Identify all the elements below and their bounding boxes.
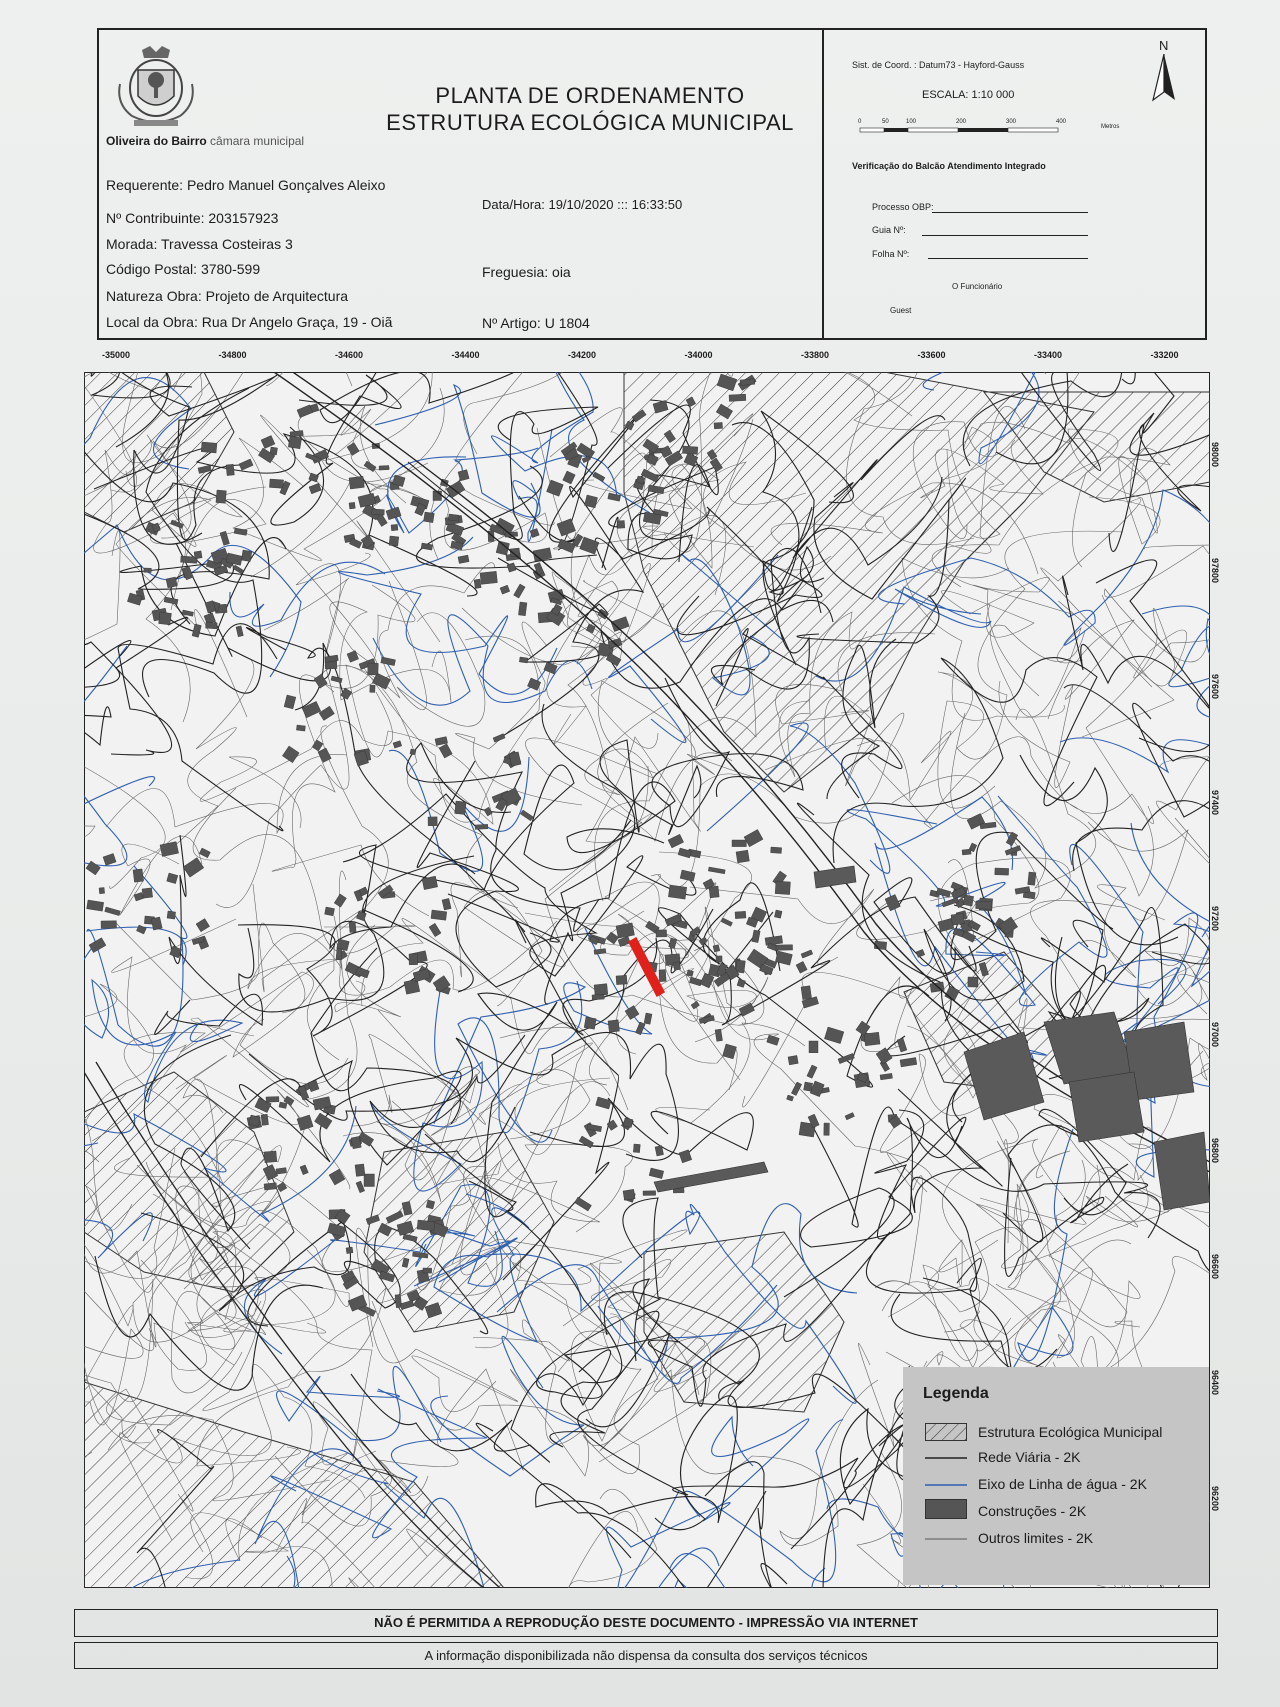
building-footprint — [269, 479, 283, 488]
x-tick-label: -34200 — [568, 350, 597, 360]
building-footprint — [656, 930, 667, 937]
morada-field: Morada: Travessa Costeiras 3 — [106, 236, 293, 252]
building-footprint — [349, 476, 364, 489]
building-footprint — [355, 1164, 365, 1176]
footer-disclaimer: A informação disponibilizada não dispensa da consulta dos serviços técnicos — [74, 1642, 1218, 1669]
building-footprint — [809, 1041, 818, 1053]
building-footprint — [249, 1115, 261, 1126]
building-footprint — [824, 1123, 830, 1135]
legend-swatch-limit — [925, 1536, 967, 1542]
local-obra-field: Local da Obra: Rua Dr Angelo Graça, 19 - Oiã — [106, 314, 393, 330]
scale-tick: 50 — [882, 119, 889, 125]
building-footprint — [995, 868, 1009, 875]
scale-label: ESCALA: 1:10 000 — [922, 89, 1015, 101]
building-footprint — [261, 1114, 269, 1125]
building-footprint — [633, 1144, 640, 1153]
building-footprint — [349, 502, 355, 509]
y-tick-label: 96400 — [1210, 1370, 1220, 1396]
building-footprint — [424, 512, 435, 523]
y-tick-label: 98000 — [1210, 442, 1220, 468]
building-footprint — [1028, 872, 1036, 885]
building-footprint — [519, 657, 528, 663]
building-footprint — [735, 911, 746, 918]
building-footprint — [201, 442, 217, 453]
funcionario-label: O Funcionário — [952, 282, 1003, 291]
building-footprint — [142, 888, 153, 898]
building-footprint — [336, 948, 342, 960]
building-footprint — [264, 1183, 277, 1190]
x-tick-label: -33200 — [1150, 350, 1179, 360]
building-footprint — [379, 465, 389, 470]
x-tick-label: -34800 — [218, 350, 247, 360]
municipality-name: Oliveira do Bairro câmara municipal — [106, 134, 305, 148]
x-tick-label: -35000 — [102, 350, 131, 360]
document-title — [360, 82, 820, 136]
title-line-2: ESTRUTURA ECOLÓGICA MUNICIPAL — [386, 110, 794, 135]
building-footprint — [351, 1136, 361, 1148]
legend-swatch-water — [925, 1482, 967, 1488]
x-tick-label: -34600 — [335, 350, 364, 360]
building-footprint — [325, 907, 335, 916]
legend-item-water: Eixo de Linha de água - 2K — [978, 1476, 1147, 1492]
building-footprint — [775, 881, 790, 895]
building-footprint — [166, 577, 177, 588]
building-footprint — [428, 817, 437, 826]
building-footprint — [475, 824, 488, 829]
building-footprint — [659, 970, 666, 982]
building-footprint — [968, 977, 978, 987]
processo-line — [932, 212, 1088, 213]
legend-title: Legenda — [923, 1385, 989, 1402]
building-footprint — [709, 886, 719, 898]
building-footprint — [788, 1055, 798, 1064]
natureza-obra-field: Natureza Obra: Projeto de Arquitectura — [106, 288, 349, 304]
building-footprint — [643, 1191, 656, 1196]
building-footprint — [349, 921, 356, 932]
building-footprint — [616, 975, 627, 984]
building-footprint — [455, 801, 466, 814]
building-footprint — [368, 663, 379, 675]
building-footprint — [617, 520, 625, 528]
building-footprint — [101, 921, 117, 929]
y-tick-label: 97400 — [1210, 790, 1220, 816]
building-footprint — [714, 422, 723, 428]
y-tick-label: 96200 — [1210, 1486, 1220, 1512]
title-line-1: PLANTA DE ORDENAMENTO — [435, 83, 745, 108]
building-footprint — [771, 847, 782, 853]
folha-label: Folha Nº: — [872, 249, 910, 259]
building-footprint — [448, 514, 459, 521]
building-footprint — [951, 913, 965, 925]
municipal-coat-of-arms-icon — [112, 44, 200, 130]
building-footprint — [623, 1189, 635, 1200]
building-footprint — [736, 850, 749, 863]
building-footprint — [370, 685, 375, 692]
legend-item-ecological: Estrutura Ecológica Municipal — [978, 1424, 1163, 1440]
building-footprint — [740, 379, 755, 386]
building-footprint — [774, 910, 782, 918]
building-footprint — [673, 962, 681, 971]
building-footprint — [801, 986, 812, 1000]
y-tick-label: 97000 — [1210, 1022, 1220, 1048]
building-footprint — [668, 885, 686, 899]
legend-item-building: Construções - 2K — [978, 1503, 1087, 1519]
scale-tick: 0 — [858, 119, 862, 125]
x-tick-label: -33600 — [917, 350, 946, 360]
contribuinte-field: Nº Contribuinte: 203157923 — [106, 210, 279, 226]
legend-swatch-ecological — [925, 1423, 967, 1441]
y-tick-label: 97200 — [1210, 906, 1220, 932]
building-footprint — [194, 551, 202, 559]
datahora-field: Data/Hora: 19/10/2020 ::: 16:33:50 — [482, 197, 683, 212]
artigo-field: Nº Artigo: U 1804 — [482, 315, 590, 331]
y-tick-label: 96800 — [1210, 1138, 1220, 1164]
building-footprint — [474, 579, 481, 588]
building-footprint — [226, 464, 234, 475]
codigo-postal-field: Código Postal: 3780-599 — [106, 261, 261, 277]
north-arrow-icon — [1151, 54, 1177, 102]
building-footprint — [159, 612, 172, 625]
building-footprint — [276, 1168, 287, 1175]
y-tick-label: 96600 — [1210, 1254, 1220, 1280]
processo-label: Processo OBP: — [872, 202, 934, 212]
building-footprint — [99, 887, 105, 893]
x-tick-label: -34400 — [451, 350, 480, 360]
building-footprint — [962, 849, 971, 855]
scale-tick: 300 — [1006, 119, 1017, 125]
scale-bar — [855, 118, 1120, 138]
building-footprint — [296, 725, 305, 731]
building-footprint — [480, 571, 497, 584]
legend-item-road: Rede Viária - 2K — [978, 1449, 1081, 1465]
building-footprint — [592, 994, 604, 1000]
building-footprint — [391, 524, 398, 530]
scale-unit: Metros — [1101, 124, 1120, 130]
footer-notice: NÃO É PERMITIDA A REPRODUÇÃO DESTE DOCUMENTO - IMPRESSÃO VIA INTERNET — [74, 1609, 1218, 1637]
building-footprint — [623, 1118, 633, 1128]
building-footprint — [729, 394, 746, 401]
legend-swatch-road — [925, 1455, 967, 1461]
building-footprint — [518, 602, 527, 616]
building-footprint — [346, 1247, 353, 1254]
building-footprint — [584, 1017, 596, 1029]
scale-tick: 200 — [956, 119, 967, 125]
building-footprint — [776, 945, 793, 951]
building-footprint — [216, 490, 226, 503]
building-footprint — [372, 509, 385, 515]
header-divider — [822, 28, 824, 340]
building-footprint — [431, 910, 447, 920]
coordinate-system: Sist. de Coord. : Datum73 - Hayford-Gauss — [852, 60, 1025, 70]
building-footprint — [963, 895, 973, 906]
building-footprint — [423, 1268, 432, 1273]
legend-swatch-building — [925, 1499, 967, 1519]
building-footprint — [364, 1174, 374, 1187]
building-footprint — [288, 436, 301, 449]
x-tick-label: -34000 — [684, 350, 713, 360]
building-footprint — [133, 869, 144, 882]
building-footprint — [409, 954, 418, 965]
building-footprint — [682, 446, 697, 454]
requerente-field: Requerente: Pedro Manuel Gonçalves Aleixo — [106, 177, 386, 193]
guia-line — [922, 235, 1088, 236]
building-footprint — [389, 536, 399, 546]
building-footprint — [716, 956, 722, 963]
scale-tick: 100 — [906, 119, 917, 125]
building-footprint — [713, 945, 720, 952]
north-label: N — [1159, 38, 1169, 53]
legend-item-limit: Outros limites - 2K — [978, 1530, 1094, 1546]
x-tick-label: -33400 — [1034, 350, 1063, 360]
building-footprint — [417, 1220, 435, 1231]
verification-title: Verificação do Balcão Atendimento Integrado — [852, 161, 1046, 171]
y-tick-label: 97600 — [1210, 674, 1220, 700]
building-footprint — [206, 622, 218, 629]
map-legend — [903, 1367, 1209, 1585]
building-footprint — [264, 1151, 277, 1163]
building-footprint — [266, 1097, 279, 1103]
building-footprint — [167, 911, 176, 919]
building-footprint — [144, 568, 152, 573]
building-footprint — [864, 1032, 880, 1046]
freguesia-field: Freguesia: oia — [482, 264, 571, 280]
folha-line — [928, 258, 1088, 259]
building-footprint — [976, 901, 992, 909]
y-tick-label: 97800 — [1210, 558, 1220, 584]
building-footprint — [608, 1020, 620, 1033]
scale-tick: 400 — [1056, 119, 1067, 125]
x-tick-label: -33800 — [801, 350, 830, 360]
building-footprint — [410, 749, 416, 755]
building-footprint — [594, 984, 608, 996]
building-footprint — [241, 550, 251, 561]
building-footprint — [687, 970, 694, 976]
guia-label: Guia Nº: — [872, 225, 906, 235]
building-footprint — [732, 840, 746, 847]
guest-label: Guest — [890, 306, 912, 315]
